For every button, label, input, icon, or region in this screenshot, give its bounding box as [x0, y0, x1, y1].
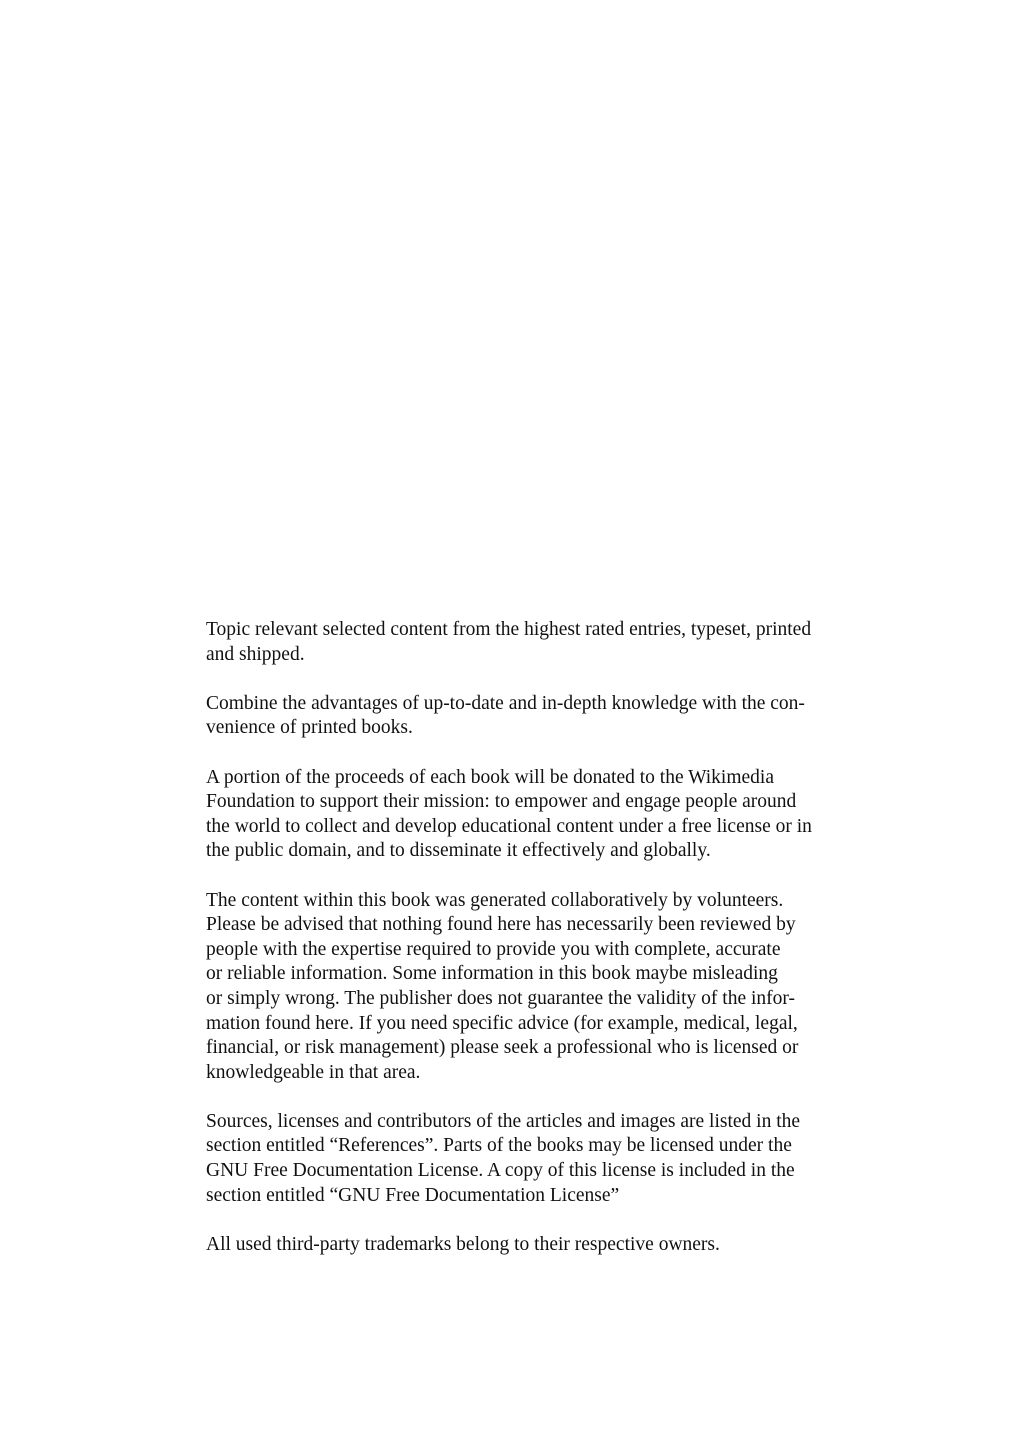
text-line: All used third-party trademarks belong to their respective owners. — [206, 1233, 720, 1255]
text-line: GNU Free Documentation License. A copy of this license is included in the — [206, 1160, 795, 1182]
text-line: venience of printed books. — [206, 717, 413, 739]
text-line: Foundation to support their mission: to empower and engage people around — [206, 791, 797, 813]
paragraph-sources-licenses — [206, 1110, 851, 1208]
text-line: or reliable information. Some information in this book maybe misleading — [206, 963, 778, 985]
text-line: A portion of the proceeds of each book will be donated to the Wikimedia — [206, 766, 774, 788]
text-line: Topic relevant selected content from the highest rated entries, typeset, printed — [206, 619, 812, 640]
text-line: Please be advised that nothing found here has necessarily been reviewed by — [206, 914, 796, 936]
text-line: the public domain, and to disseminate it effectively and globally. — [206, 840, 711, 862]
text-line: section entitled “References”. Parts of the books may be licensed under the — [206, 1135, 792, 1157]
text-line: knowledgeable in that area. — [206, 1061, 421, 1083]
paragraph-topic-relevant — [206, 618, 851, 667]
text-line: Combine the advantages of up-to-date and in-depth knowledge with the con- — [206, 692, 805, 714]
disclaimer-text-block — [206, 618, 851, 1257]
text-line: or simply wrong. The publisher does not guarantee the validity of the infor- — [206, 987, 795, 1009]
text-line: and shipped. — [206, 643, 305, 665]
paragraph-wikimedia-donation — [206, 766, 851, 864]
paragraph-combine-advantages — [206, 692, 851, 741]
text-line: Sources, licenses and contributors of the articles and images are listed in the — [206, 1110, 801, 1132]
text-line: The content within this book was generated collaboratively by volunteers. — [206, 889, 784, 911]
text-line: the world to collect and develop educational content under a free license or in — [206, 815, 812, 837]
text-line: financial, or risk management) please seek a professional who is licensed or — [206, 1037, 799, 1059]
text-line: mation found here. If you need specific advice (for example, medical, legal, — [206, 1012, 798, 1034]
paragraph-content-disclaimer — [206, 889, 851, 1086]
text-line: section entitled “GNU Free Documentation License” — [206, 1184, 620, 1206]
text-line: people with the expertise required to provide you with complete, accurate — [206, 938, 781, 960]
paragraph-trademarks — [206, 1233, 851, 1258]
